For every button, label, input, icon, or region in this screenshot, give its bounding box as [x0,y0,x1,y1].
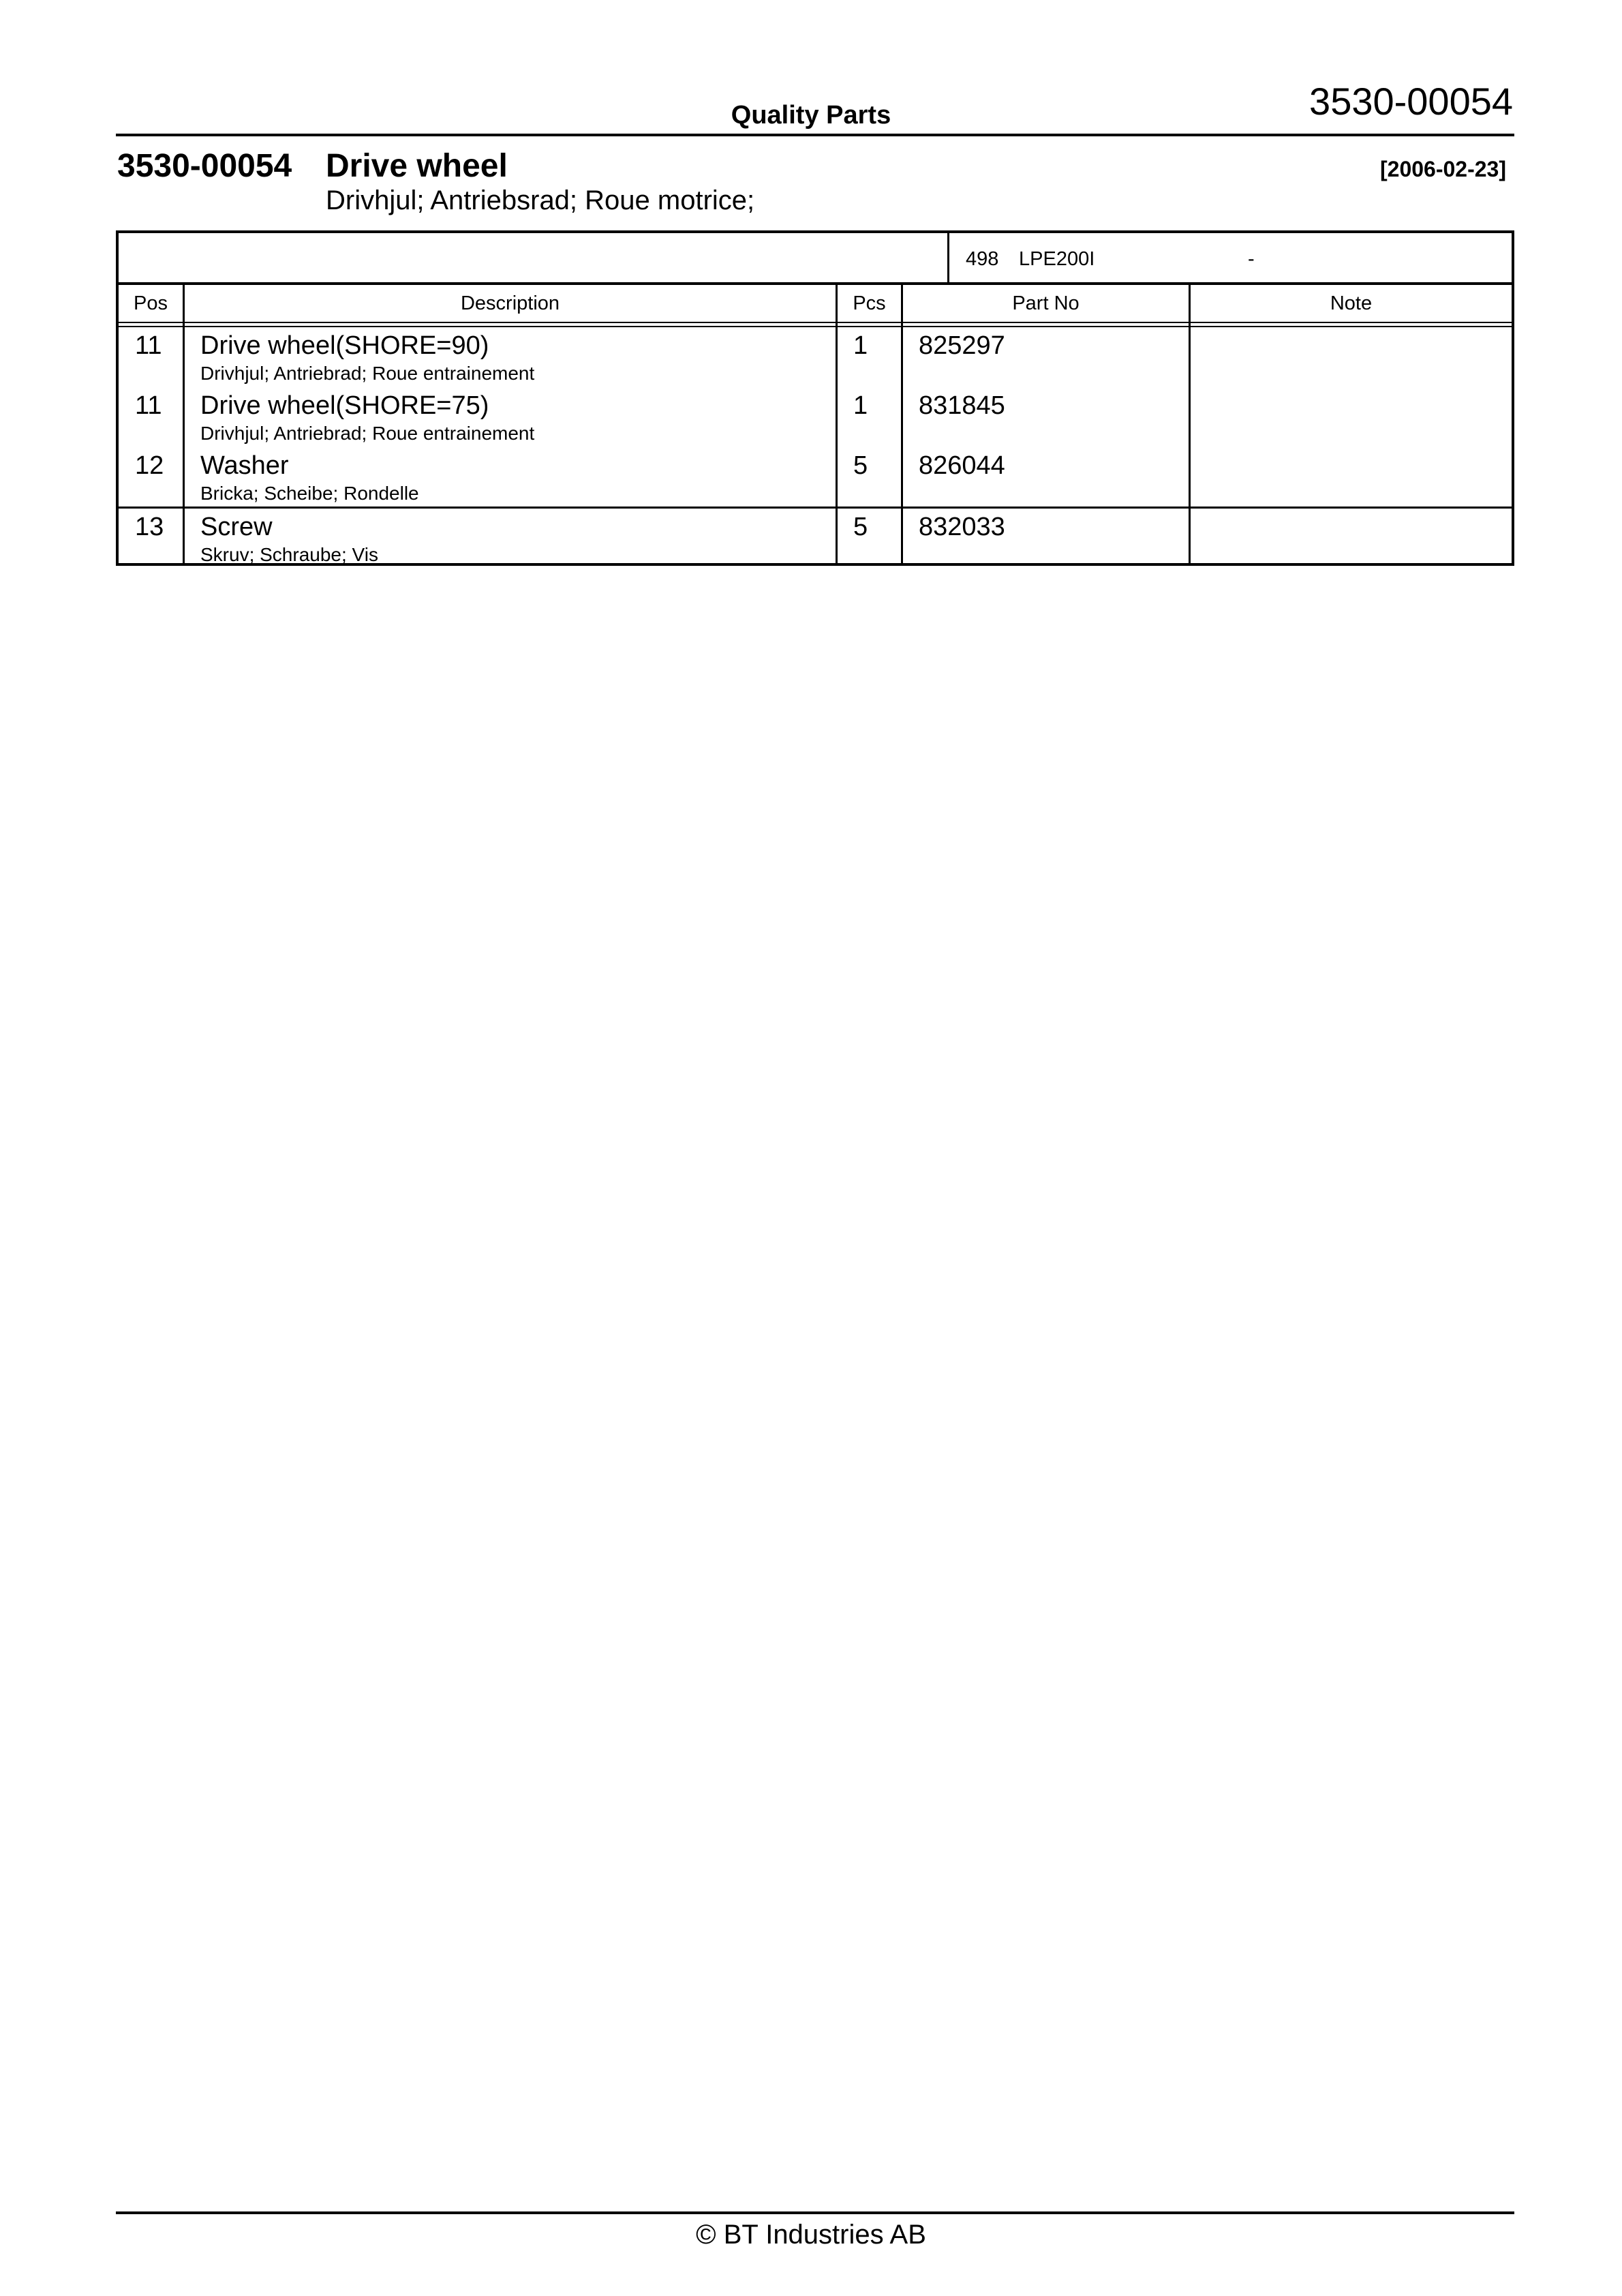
cell-pcs: 1 [853,331,868,360]
table-row [119,387,1512,447]
cell-pos: 11 [135,391,162,420]
cell-description: Screw [200,513,273,541]
header-divider [116,134,1514,136]
column-header-pcs: Pcs [853,292,886,314]
assembly-name: Drive wheel [326,148,508,184]
cell-description-translations: Bricka; Scheibe; Rondelle [200,483,419,504]
cell-description: Drive wheel(SHORE=90) [200,331,489,360]
table-row [119,507,1512,569]
cell-description-translations: Drivhjul; Antriebrad; Roue entrainement [200,363,535,384]
assembly-translations: Drivhjul; Antriebsrad; Roue motrice; [326,185,755,215]
page-header-doc-number: 3530-00054 [1309,80,1513,123]
cell-description-translations: Skruv; Schraube; Vis [200,544,378,565]
column-header-description: Description [460,292,560,314]
footer-copyright: © BT Industries AB [696,2220,926,2250]
model-cell [947,233,1512,282]
model-row [119,233,1512,285]
model-code: 498 [966,248,999,270]
model-serial: - [1248,248,1255,270]
cell-description: Washer [200,451,289,480]
cell-part-no[interactable]: 825297 [919,331,1005,360]
column-header-pos: Pos [134,292,168,314]
cell-pos: 12 [135,451,164,480]
cell-pos: 13 [135,513,164,541]
column-header-note: Note [1330,292,1373,314]
assembly-code: 3530-00054 [117,148,292,184]
table-row [119,447,1512,507]
model-name: LPE200I [1019,248,1095,270]
cell-part-no[interactable]: 826044 [919,451,1005,480]
assembly-date: [2006-02-23] [1380,157,1506,181]
cell-pcs: 5 [853,451,868,480]
cell-pcs: 5 [853,513,868,541]
column-header-part-no: Part No [1012,292,1080,314]
cell-description: Drive wheel(SHORE=75) [200,391,489,420]
parts-table [116,230,1514,566]
cell-part-no[interactable]: 832033 [919,513,1005,541]
footer-divider [116,2211,1514,2214]
cell-description-translations: Drivhjul; Antriebrad; Roue entrainement [200,423,535,444]
cell-pcs: 1 [853,391,868,420]
page-header-title: Quality Parts [731,101,891,130]
table-row [119,327,1512,387]
header-double-rule [119,322,1512,327]
cell-pos: 11 [135,331,162,360]
cell-part-no[interactable]: 831845 [919,391,1005,420]
